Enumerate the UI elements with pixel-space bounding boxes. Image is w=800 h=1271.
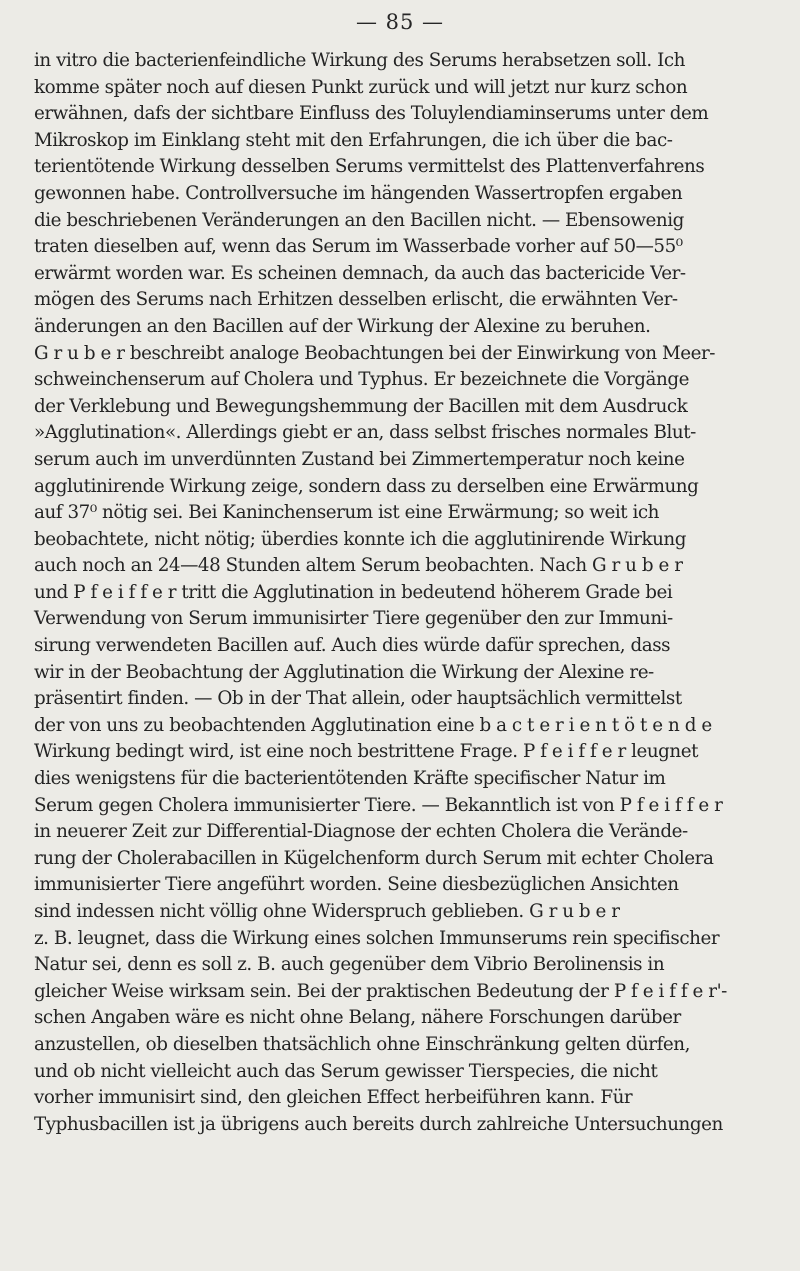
- page-number: — 85 —: [355, 10, 445, 34]
- text-line: traten dieselben auf, wenn das Serum im Wasserbade vorher auf 50—55⁰: [34, 236, 683, 258]
- text-line: schweinchenserum auf Cholera und Typhus. Er bezeichnete die Vorgänge: [34, 369, 689, 391]
- text-line: vorher immunisirt sind, den gleichen Effect herbeiführen kann. Für: [34, 1087, 633, 1109]
- text-line: die beschriebenen Veränderungen an den Bacillen nicht. — Ebensowenig: [34, 209, 684, 231]
- text-line: terientötende Wirkung desselben Serums vermittelst des Plattenverfahrens: [34, 156, 705, 178]
- text-line: Serum gegen Cholera immunisierter Tiere. — Bekanntlich ist von P f e i f f e r: [34, 794, 723, 816]
- text-line: mögen des Serums nach Erhitzen desselben erlischt, die erwähnten Ver-: [34, 289, 678, 311]
- text-line: komme später noch auf diesen Punkt zurück und will jetzt nur kurz schon: [34, 76, 688, 98]
- text-line: beobachtete, nicht nötig; überdies konnte ich die agglutinirende Wirkung: [34, 528, 686, 550]
- text-line: immunisierter Tiere angeführt worden. Seine diesbezüglichen Ansichten: [34, 874, 679, 896]
- text-line: und ob nicht vielleicht auch das Serum gewisser Tierspecies, die nicht: [34, 1060, 658, 1082]
- text-line: serum auch im unverdünnten Zustand bei Zimmertemperatur noch keine: [34, 448, 685, 470]
- text-line: auf 37⁰ nötig sei. Bei Kaninchenserum ist eine Erwärmung; so weit ich: [34, 502, 659, 524]
- text-line: Verwendung von Serum immunisirter Tiere gegenüber den zur Immuni-: [34, 608, 673, 630]
- text-line: in neuerer Zeit zur Differential-Diagnose der echten Cholera die Verände-: [34, 821, 688, 843]
- text-line: der Verklebung und Bewegungshemmung der Bacillen mit dem Ausdruck: [34, 395, 688, 417]
- text-line: und P f e i f f e r tritt die Agglutination in bedeutend höherem Grade bei: [34, 581, 673, 603]
- text-line: der von uns zu beobachtenden Agglutination eine b a c t e r i e n t ö t e n d e: [34, 714, 712, 736]
- text-line: auch noch an 24—48 Stunden altem Serum beobachten. Nach G r u b e r: [34, 555, 683, 577]
- text-line: erwähnen, dafs der sichtbare Einfluss des Toluylendiaminserums unter dem: [34, 103, 709, 125]
- text-line: sind indessen nicht völlig ohne Widerspruch geblieben. G r u b e r: [34, 901, 620, 922]
- text-line: rung der Cholerabacillen in Kügelchenform durch Serum mit echter Cholera: [34, 847, 714, 869]
- text-line: Mikroskop im Einklang steht mit den Erfahrungen, die ich über die bac-: [34, 129, 673, 151]
- text-line: anzustellen, ob dieselben thatsächlich ohne Einschränkung gelten dürfen,: [34, 1033, 690, 1055]
- text-line: »Agglutination«. Allerdings giebt er an, dass selbst frisches normales Blut-: [34, 422, 696, 444]
- text-line: Typhusbacillen ist ja übrigens auch bereits durch zahlreiche Untersuchungen: [34, 1113, 723, 1135]
- text-line: Wirkung bedingt wird, ist eine noch bestrittene Frage. P f e i f f e r leugnet: [34, 741, 699, 763]
- text-line: z. B. leugnet, dass die Wirkung eines solchen Immunserums rein specifischer: [34, 927, 720, 949]
- text-line: dies wenigstens für die bacterientötenden Kräfte specifischer Natur im: [34, 768, 666, 790]
- text-line: G r u b e r beschreibt analoge Beobachtungen bei der Einwirkung von Meer-: [34, 342, 715, 364]
- text-line: erwärmt worden war. Es scheinen demnach, da auch das bactericide Ver-: [34, 262, 686, 284]
- text-line: agglutinirende Wirkung zeige, sondern dass zu derselben eine Erwärmung: [34, 475, 699, 497]
- text-line: gleicher Weise wirksam sein. Bei der praktischen Bedeutung der P f e i f f e r'-: [34, 980, 727, 1002]
- text-line: änderungen an den Bacillen auf der Wirkung der Alexine zu beruhen.: [34, 315, 651, 337]
- text-line: sirung verwendeten Bacillen auf. Auch dies würde dafür sprechen, dass: [34, 635, 671, 657]
- text-line: gewonnen habe. Controllversuche im hängenden Wassertropfen ergaben: [34, 182, 683, 204]
- text-line: wir in der Beobachtung der Agglutination die Wirkung der Alexine re-: [34, 661, 654, 683]
- text-line: Natur sei, denn es soll z. B. auch gegenüber dem Vibrio Berolinensis in: [34, 954, 665, 976]
- text-line: präsentirt finden. — Ob in der That allein, oder hauptsächlich vermittelst: [34, 688, 682, 710]
- body-text: [34, 48, 798, 1138]
- text-line: schen Angaben wäre es nicht ohne Belang, nähere Forschungen darüber: [34, 1007, 681, 1029]
- text-line: in vitro die bacterienfeindliche Wirkung des Serums herabsetzen soll. Ich: [34, 50, 686, 71]
